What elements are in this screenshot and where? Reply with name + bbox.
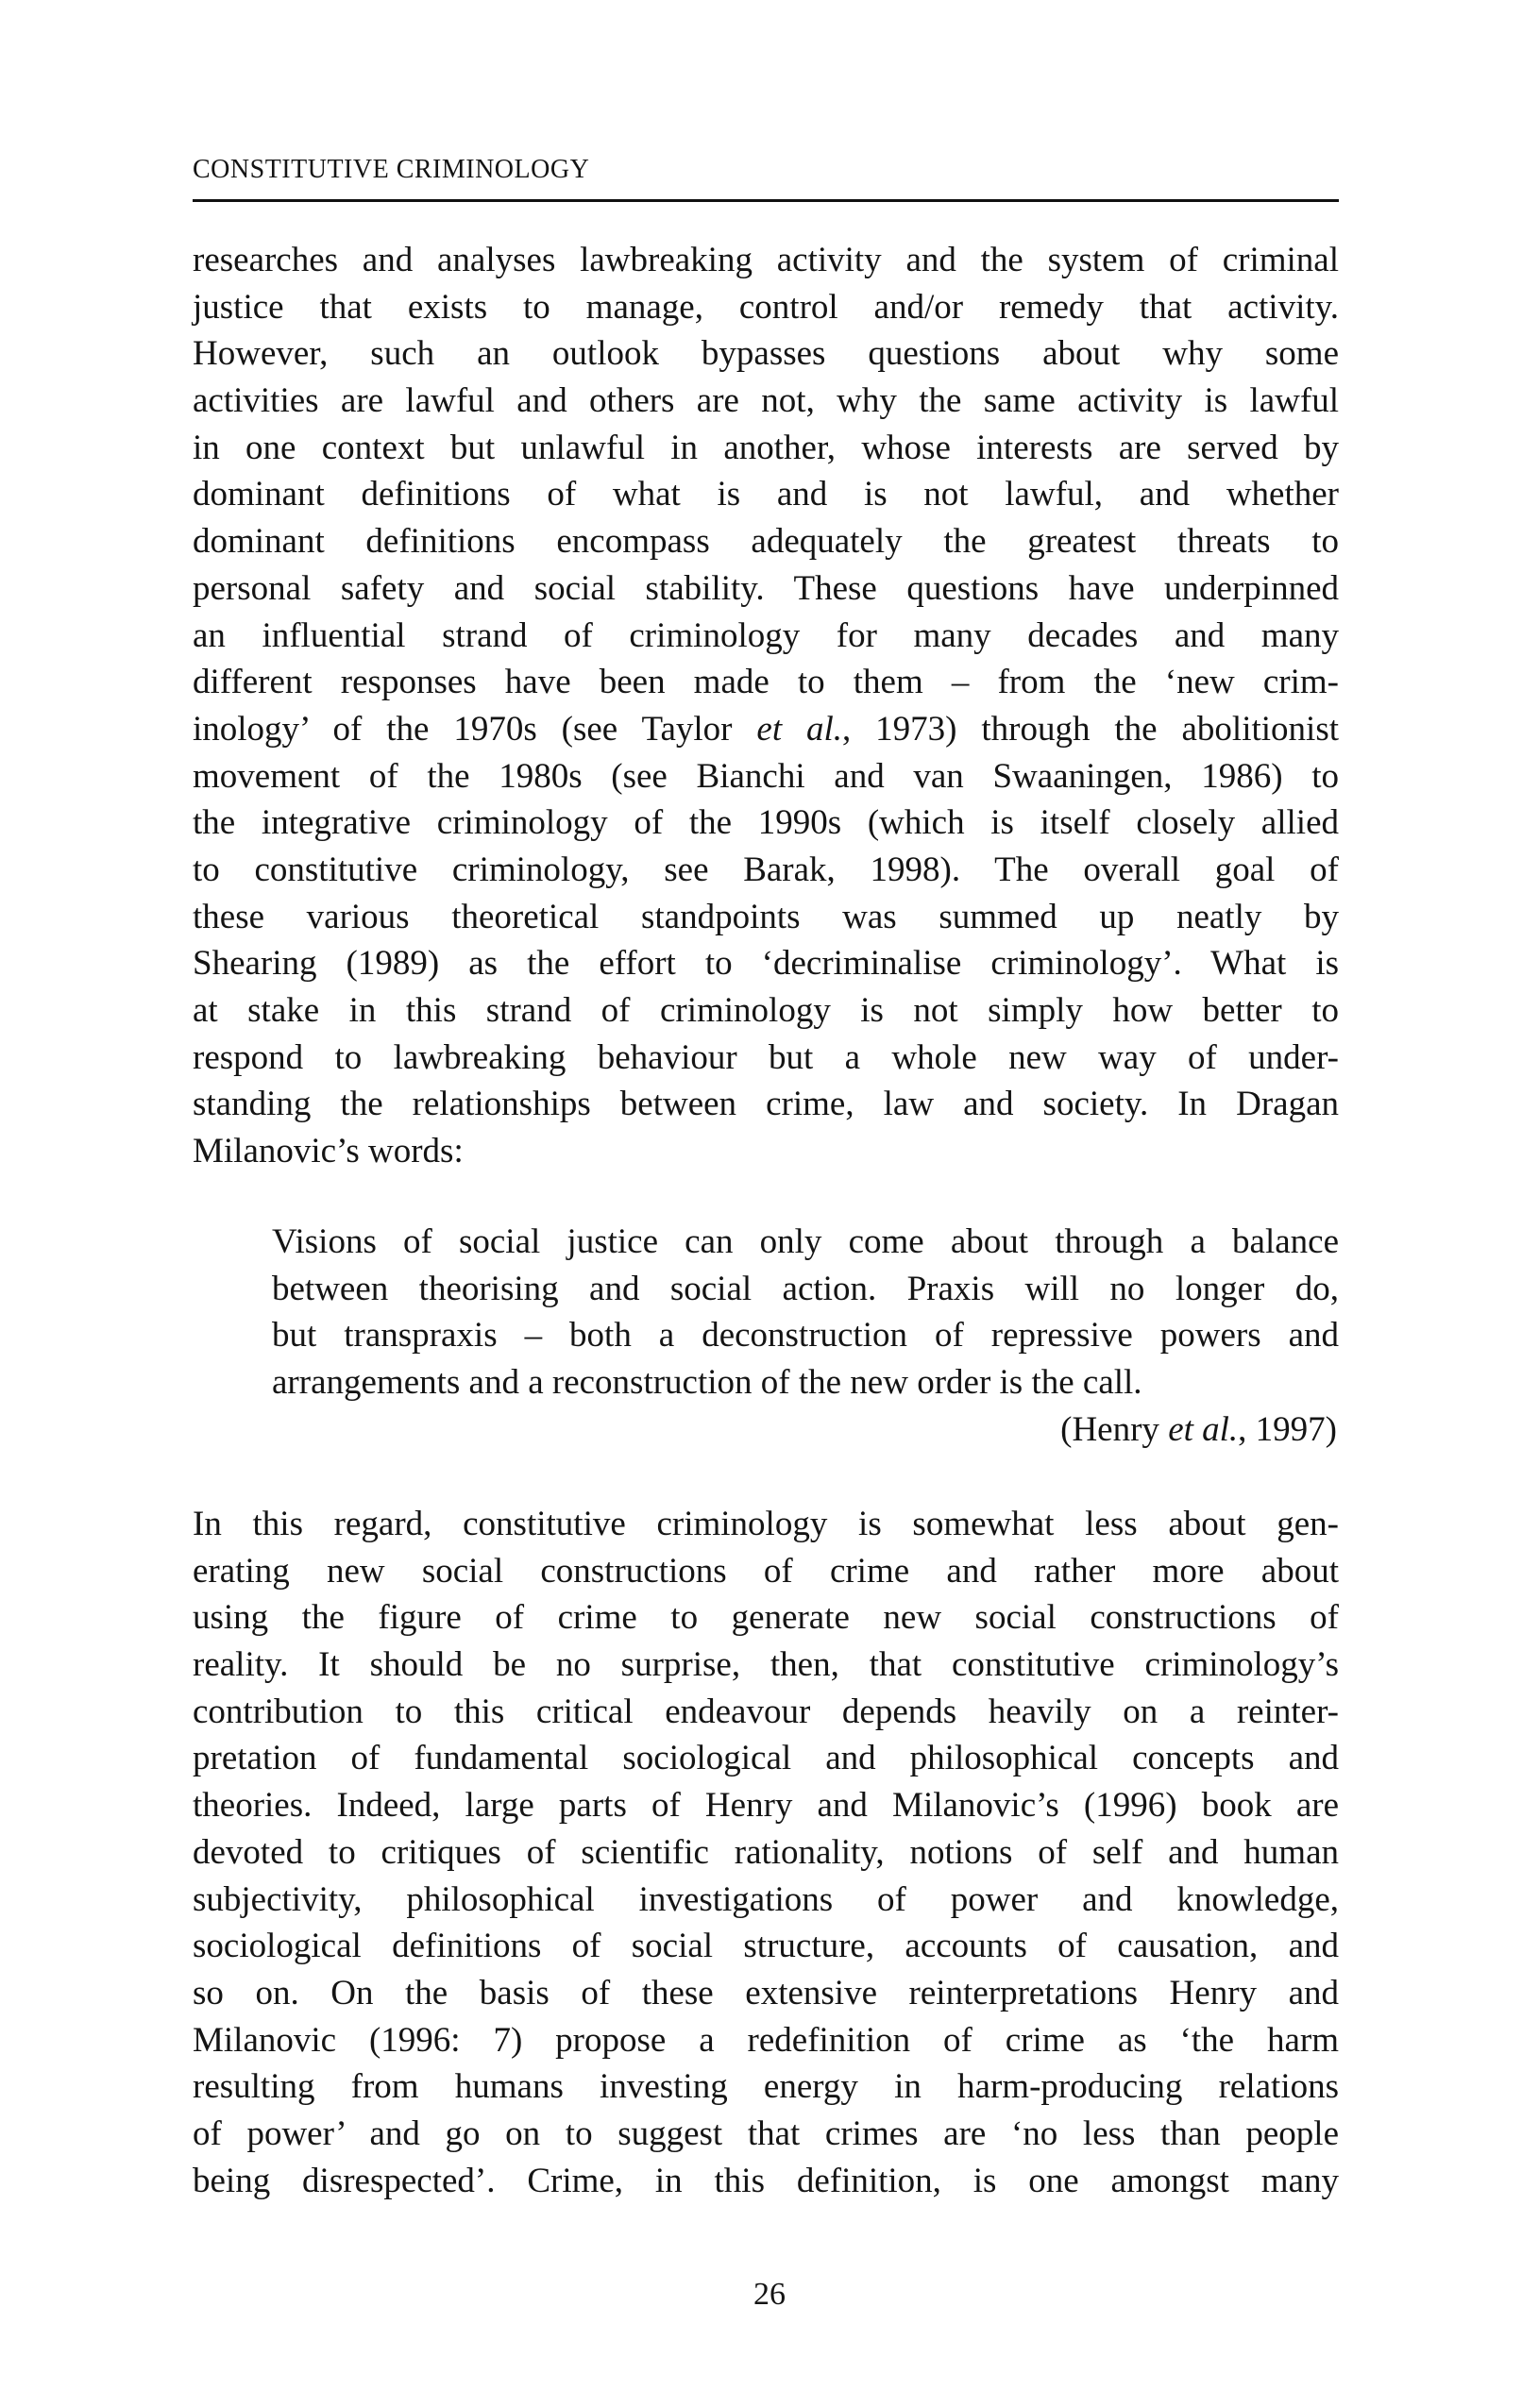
text-line: different responses have been made to them – from the ‘new crim- <box>193 663 1339 702</box>
text-line: researches and analyses lawbreaking activity and the system of criminal <box>193 241 1339 279</box>
text-line: but transpraxis – both a deconstruction of repressive powers and <box>272 1316 1339 1356</box>
text-line: to constitutive criminology, see Barak, 1998). The overall goal of <box>193 850 1339 889</box>
italic-text: et al. <box>1168 1410 1239 1449</box>
text-line: Shearing (1989) as the effort to ‘decriminalise criminology’. What is <box>193 944 1339 984</box>
text-line: personal safety and social stability. These questions have underpinned <box>193 568 1339 608</box>
text-line: Visions of social justice can only come about through a balance <box>272 1222 1339 1261</box>
text-line: subjectivity, philosophical investigations of power and knowledge, <box>193 1879 1339 1919</box>
text-line: arrangements and a reconstruction of the new order is the call. <box>272 1363 1142 1403</box>
paragraph-2 <box>193 1501 1339 2204</box>
text-line: reality. It should be no surprise, then, that constitutive criminology’s <box>193 1645 1339 1685</box>
block-quote <box>272 1219 1339 1406</box>
text-line: of power’ and go on to suggest that crimes are ‘no less than people <box>193 2113 1339 2153</box>
text-line: dominant definitions encompass adequately the greatest threats to <box>193 522 1339 562</box>
text-line: In this regard, constitutive criminology is somewhat less about gen- <box>193 1505 1339 1543</box>
text-line: using the figure of crime to generate new social constructions of <box>193 1598 1339 1638</box>
text-line: activities are lawful and others are not, why the same activity is lawful <box>193 381 1339 421</box>
text-line: pretation of fundamental sociological and philosophical concepts and <box>193 1739 1339 1778</box>
text-line: respond to lawbreaking behaviour but a whole new way of under- <box>193 1037 1339 1077</box>
text-line: justice that exists to manage, control and/or remedy that activity. <box>193 287 1339 327</box>
text-line: at stake in this strand of criminology is not simply how better to <box>193 991 1339 1030</box>
text-line: However, such an outlook bypasses questions about why some <box>193 334 1339 374</box>
text-line <box>193 706 1339 753</box>
text-line: in one context but unlawful in another, whose interests are served by <box>193 428 1339 467</box>
text-line: Milanovic (1996: 7) propose a redefinition of crime as ‘the harm <box>193 2020 1339 2060</box>
text-line: contribution to this critical endeavour depends heavily on a reinter- <box>193 1692 1339 1731</box>
text-line: being disrespected’. Crime, in this definition, is one amongst many <box>193 2161 1339 2200</box>
italic-text: et al. <box>756 709 843 749</box>
quote-citation <box>272 1406 1337 1454</box>
text-line: between theorising and social action. Praxis will no longer do, <box>272 1269 1339 1308</box>
text-line: devoted to critiques of scientific rationality, notions of self and human <box>193 1832 1339 1872</box>
text-line: these various theoretical standpoints was summed up neatly by <box>193 897 1339 936</box>
text-segment: , 1997) <box>1238 1410 1337 1449</box>
header-rule <box>193 199 1339 202</box>
text-segment: , 1973) through the abolitionist <box>842 709 1340 749</box>
text-segment: (Henry <box>1060 1410 1169 1449</box>
text-line: movement of the 1980s (see Bianchi and van Swaaningen, 1986) to <box>193 756 1339 796</box>
paragraph-1 <box>193 237 1339 1175</box>
running-head: CONSTITUTIVE CRIMINOLOGY <box>193 155 590 184</box>
text-line: erating new social constructions of crime and rather more about <box>193 1551 1339 1591</box>
text-line: so on. On the basis of these extensive reinterpretations Henry and <box>193 1973 1339 2012</box>
text-line: Milanovic’s words: <box>193 1132 464 1171</box>
text-line: standing the relationships between crime, law and society. In Dragan <box>193 1085 1339 1124</box>
text-line: the integrative criminology of the 1990s (which is itself closely allied <box>193 803 1339 843</box>
text-line: theories. Indeed, large parts of Henry and Milanovic’s (1996) book are <box>193 1786 1339 1826</box>
text-line: dominant definitions of what is and is not lawful, and whether <box>193 475 1339 514</box>
page-number: 26 <box>753 2277 786 2312</box>
text-line: an influential strand of criminology for many decades and many <box>193 615 1339 655</box>
text-line: sociological definitions of social structure, accounts of causation, and <box>193 1927 1339 1966</box>
text-segment: inology’ of the 1970s (see Taylor <box>193 709 757 749</box>
text-line: resulting from humans investing energy in harm-producing relations <box>193 2067 1339 2107</box>
